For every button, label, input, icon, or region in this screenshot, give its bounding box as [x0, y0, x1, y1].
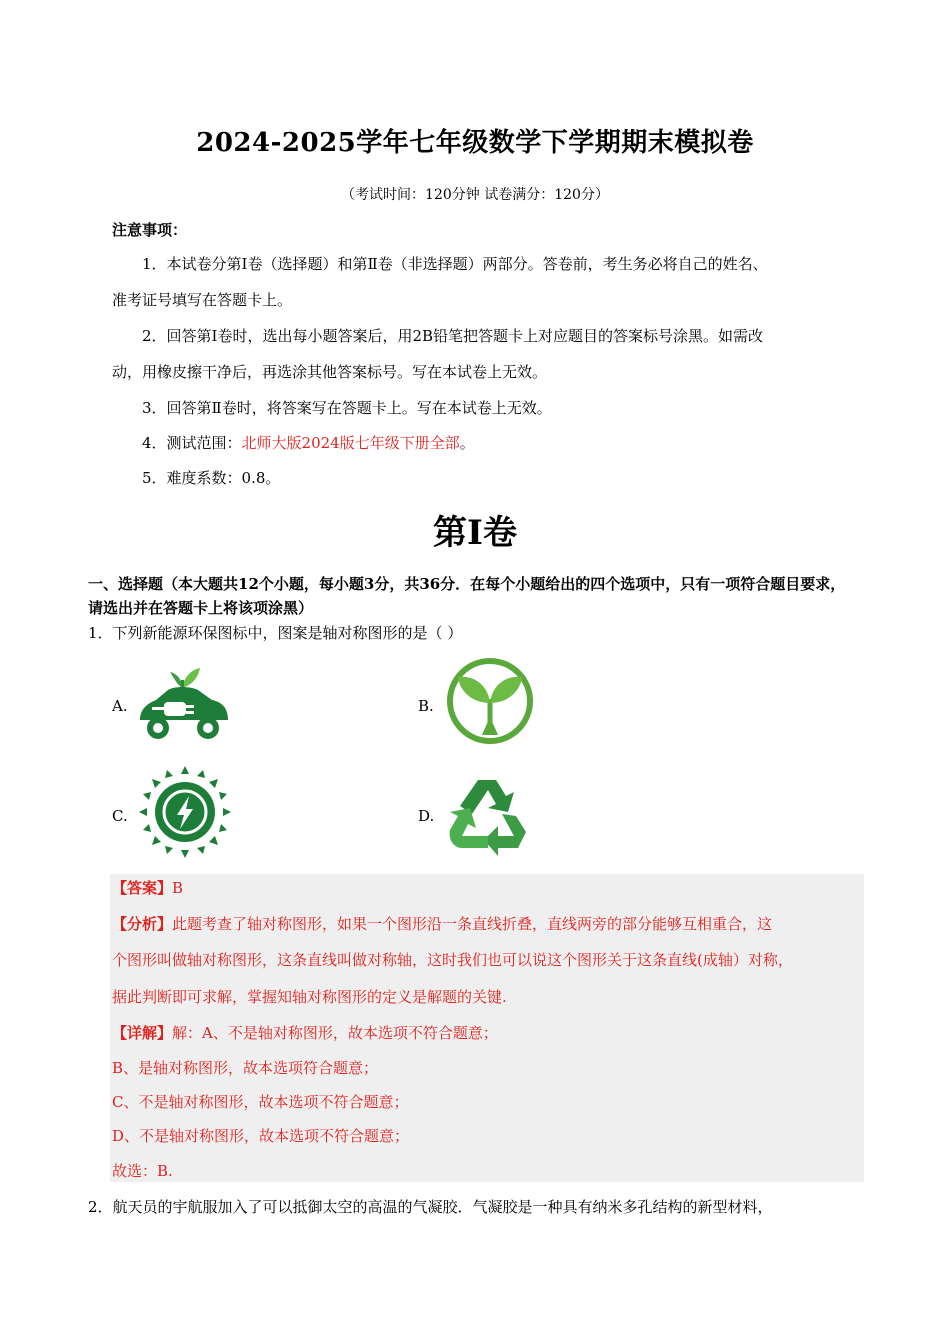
answer-line — [112, 870, 864, 906]
option-c-label: C. — [112, 807, 128, 825]
notice-item-4-scope: 北师大版2024版七年级下册全部 — [241, 434, 460, 452]
detail-tag: 【详解】 — [112, 1024, 173, 1042]
analysis-line-1 — [112, 906, 864, 942]
analysis-line-2: 个图形叫做轴对称图形，这条直线叫做对称轴，这时我们也可以说这个图形关于这条直线(成轴）对称， — [112, 951, 793, 969]
option-d-label: D. — [418, 807, 435, 825]
question-1-stem: 1．下列新能源环保图标中，图案是轴对称图形的是（ ） — [88, 624, 463, 642]
part-heading: 一、选择题（本大题共12个小题，每小题3分，共36分．在每个小题给出的四个选项中，只有一项符合题目要求，请选出并在答题卡上将该项涂黑） — [88, 575, 846, 617]
notice-item-5-text: 5．难度系数：0.8。 — [142, 469, 281, 487]
answer-tag: 【答案】 — [112, 879, 173, 897]
detail-line-4: D、不是轴对称图形，故本选项不符合题意； — [112, 1127, 410, 1145]
conclusion-line: 故选：B. — [112, 1162, 173, 1180]
option-b-label: B. — [418, 697, 434, 715]
notice-item-1-line-1: 1．本试卷分第Ⅰ卷（选择题）和第Ⅱ卷（非选择题）两部分。答卷前，考生务必将自己的姓名、 — [142, 255, 768, 273]
analysis-line-3: 据此判断即可求解，掌握知轴对称图形的定义是解题的关键. — [112, 988, 507, 1006]
question-2-stem: 2．航天员的宇航服加入了可以抵御太空的高温的气凝胶．气凝胶是一种具有纳米多孔结构的新型材料， — [88, 1198, 773, 1216]
notice-heading: 注意事项： — [112, 221, 188, 239]
notice-item-4-suffix: 。 — [459, 434, 475, 452]
electric-car-icon — [136, 666, 230, 742]
notice-item-2-line-1: 2．回答第Ⅰ卷时，选出每小题答案后，用2B铅笔把答题卡上对应题目的答案标号涂黑。如需改 — [142, 327, 764, 345]
exam-title: 2024-2025学年七年级数学下学期期末模拟卷 — [196, 128, 754, 158]
analysis-tag: 【分析】 — [112, 915, 173, 933]
sun-lightning-icon — [137, 764, 233, 860]
recycle-icon — [444, 774, 530, 856]
detail-line-1 — [112, 1015, 864, 1051]
notice-item-3-text: 3．回答第Ⅱ卷时，将答案写在答题卡上。写在本试卷上无效。 — [142, 399, 552, 417]
exam-subtitle: （考试时间：120分钟 试卷满分：120分） — [341, 187, 609, 203]
notice-item-2 — [112, 318, 852, 390]
notice-item-1 — [112, 246, 852, 318]
leaf-circle-icon — [446, 657, 534, 745]
section-title: 第Ⅰ卷 — [433, 513, 517, 553]
notice-item-4-prefix: 4．测试范围： — [142, 434, 242, 452]
detail-line-2: B、是轴对称图形，故本选项符合题意； — [112, 1059, 379, 1077]
analysis-text-1: 此题考查了轴对称图形，如果一个图形沿一条直线折叠，直线两旁的部分能够互相重合，这 — [172, 915, 773, 933]
notice-item-1-line-2: 准考证号填写在答题卡上。 — [112, 291, 293, 309]
option-a-label: A. — [112, 697, 128, 715]
notice-item-4 — [112, 425, 852, 461]
detail-line-3: C、不是轴对称图形，故本选项不符合题意； — [112, 1093, 409, 1111]
notice-item-3 — [112, 390, 852, 426]
answer-value: B — [172, 879, 184, 897]
detail-text-1: 解：A、不是轴对称图形，故本选项不符合题意； — [172, 1024, 498, 1042]
notice-item-5 — [112, 460, 852, 496]
notice-item-2-line-2: 动，用橡皮擦干净后，再选涂其他答案标号。写在本试卷上无效。 — [112, 363, 548, 381]
